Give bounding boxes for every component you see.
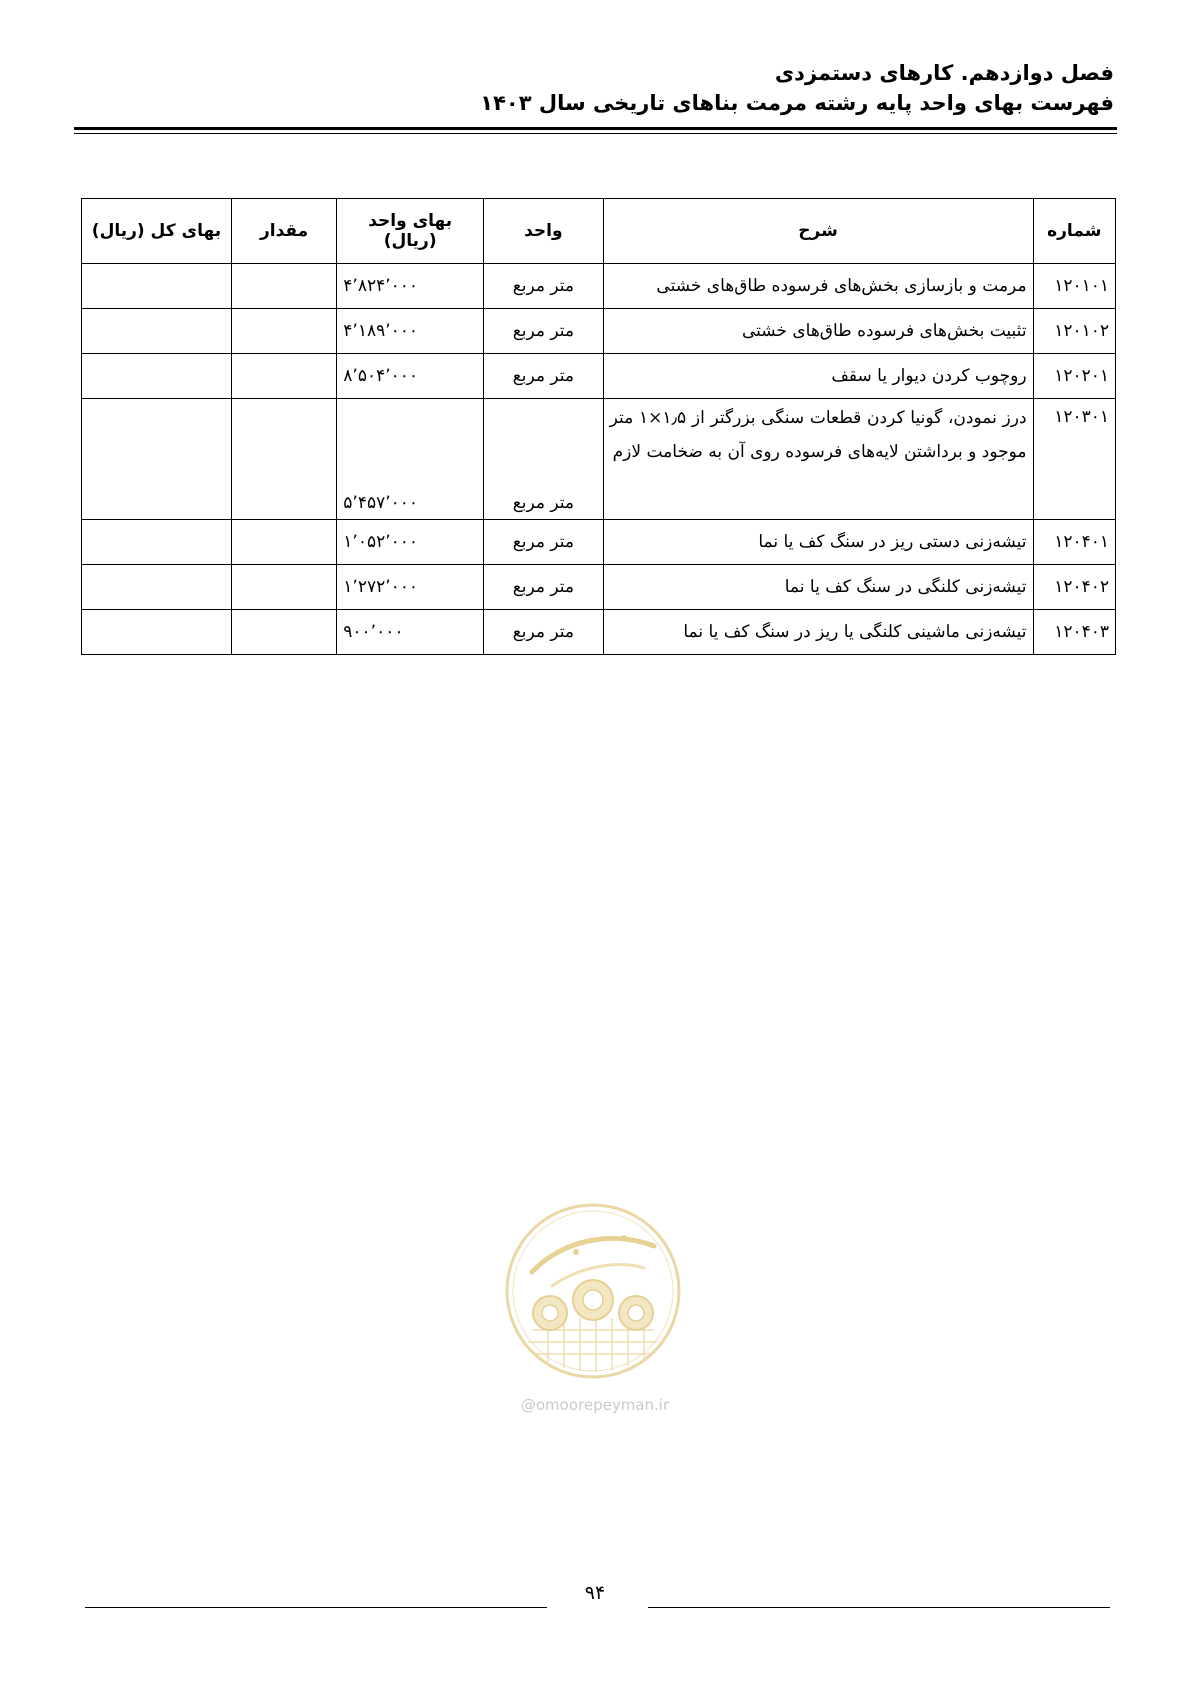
row-unit: متر مربع [484,565,603,610]
header-unit-price: بهای واحد (ریال) [337,199,484,264]
row-quantity [231,354,336,399]
row-description: تیشه‌زنی دستی ریز در سنگ کف یا نما [603,520,1033,565]
header-rule-thin [74,133,1117,134]
row-description: درز نمودن، گونیا کردن قطعات سنگی بزرگتر از ۱٫۵×۱ متر موجود و برداشتن لایه‌های فرسوده روی آن به ضخامت لازم [603,399,1033,520]
footer-rule-left [85,1607,547,1608]
table-row [82,354,1116,399]
watermark-url: @omoorepeyman.ir [520,1396,670,1414]
row-total-price [82,520,232,565]
row-unit-price: ۱٬۰۵۲٬۰۰۰ [337,520,484,565]
row-quantity [231,565,336,610]
page-header [480,58,1114,118]
row-code: ۱۲۰۲۰۱ [1033,354,1115,399]
row-code: ۱۲۰۳۰۱ [1033,399,1115,520]
row-unit: متر مربع [484,264,603,309]
table-row [82,520,1116,565]
header-rule-thick [74,127,1117,130]
header-total-price: بهای کل (ریال) [82,199,232,264]
row-unit-price: ۱٬۲۷۲٬۰۰۰ [337,565,484,610]
row-quantity [231,264,336,309]
header-code: شماره [1033,199,1115,264]
row-total-price [82,610,232,655]
row-code: ۱۲۰۴۰۱ [1033,520,1115,565]
row-quantity [231,520,336,565]
seal-icon [502,1200,684,1382]
row-quantity [231,610,336,655]
table-row [82,565,1116,610]
footer-rule-right [648,1607,1110,1608]
row-unit-price: ۴٬۸۲۴٬۰۰۰ [337,264,484,309]
row-unit: متر مربع [484,610,603,655]
table-header-row [82,199,1116,264]
document-subtitle: فهرست بهای واحد پایه رشته مرمت بناهای تاریخی سال ۱۴۰۳ [480,91,1114,115]
row-unit: متر مربع [484,309,603,354]
table-row [82,309,1116,354]
row-description: تیشه‌زنی ماشینی کلنگی یا ریز در سنگ کف یا نما [603,610,1033,655]
chapter-title: فصل دوازدهم. کارهای دستمزدی [774,61,1114,85]
row-description: روچوب کردن دیوار یا سقف [603,354,1033,399]
price-table [81,198,1116,655]
row-unit-price: ۵٬۴۵۷٬۰۰۰ [337,399,484,520]
row-code: ۱۲۰۱۰۱ [1033,264,1115,309]
row-total-price [82,565,232,610]
row-unit: متر مربع [484,399,603,520]
header-quantity: مقدار [231,199,336,264]
row-total-price [82,309,232,354]
row-unit-price: ۹۰۰٬۰۰۰ [337,610,484,655]
row-code: ۱۲۰۴۰۳ [1033,610,1115,655]
row-description: تیشه‌زنی کلنگی در سنگ کف یا نما [603,565,1033,610]
header-unit: واحد [484,199,603,264]
page-number: ۹۴ [584,1582,606,1604]
row-unit: متر مربع [484,354,603,399]
header-description: شرح [603,199,1033,264]
table-row [82,264,1116,309]
row-total-price [82,354,232,399]
row-quantity [231,399,336,520]
row-code: ۱۲۰۴۰۲ [1033,565,1115,610]
watermark-logo [502,1200,684,1382]
row-description: مرمت و بازسازی بخش‌های فرسوده طاق‌های خشتی [603,264,1033,309]
row-description: تثبیت بخش‌های فرسوده طاق‌های خشتی [603,309,1033,354]
row-unit: متر مربع [484,520,603,565]
table-row [82,399,1116,520]
row-total-price [82,264,232,309]
table-row [82,610,1116,655]
row-unit-price: ۴٬۱۸۹٬۰۰۰ [337,309,484,354]
row-unit-price: ۸٬۵۰۴٬۰۰۰ [337,354,484,399]
row-quantity [231,309,336,354]
row-code: ۱۲۰۱۰۲ [1033,309,1115,354]
row-total-price [82,399,232,520]
